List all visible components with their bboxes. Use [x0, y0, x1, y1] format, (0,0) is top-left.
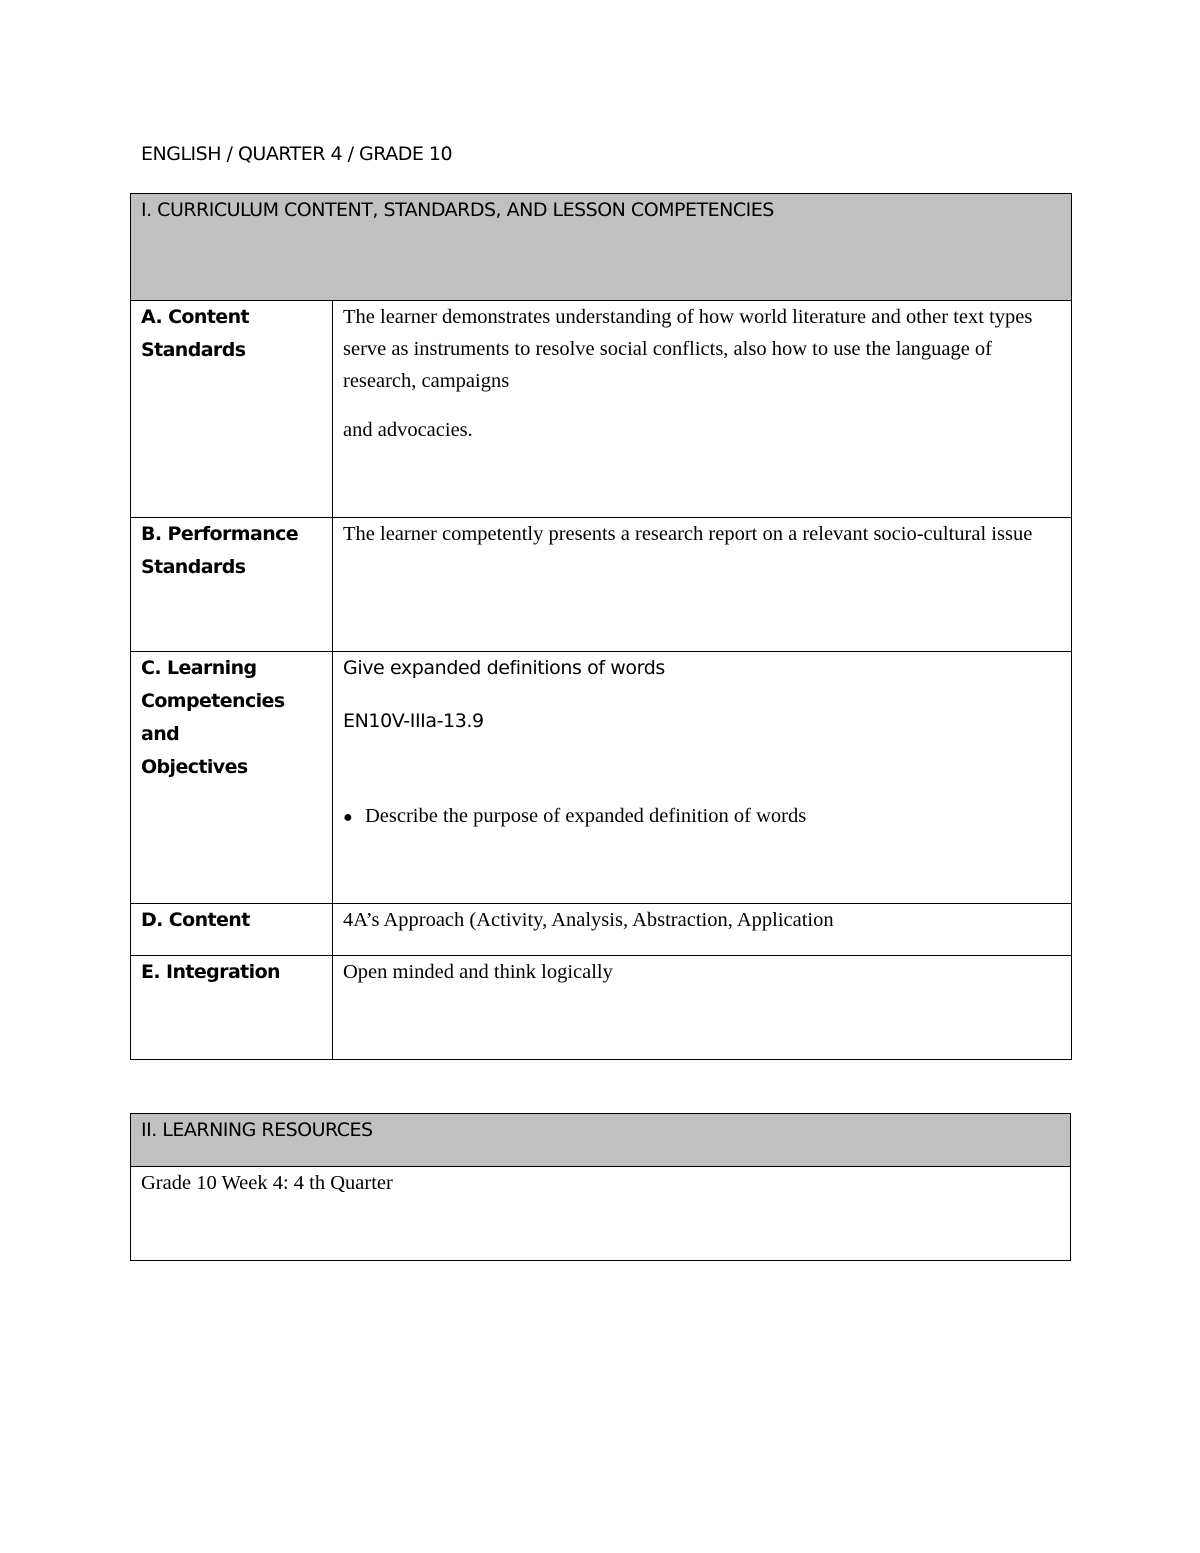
section-1-heading: I. CURRICULUM CONTENT, STANDARDS, AND LESSON COMPETENCIES	[141, 199, 774, 221]
performance-standards-row	[131, 518, 1072, 652]
content-standards-value-cell	[333, 301, 1072, 518]
performance-standards-value-cell	[333, 518, 1072, 652]
content-standards-label-line1: A. Content	[141, 306, 249, 328]
content-label-cell	[131, 904, 333, 956]
section-1-header-row	[131, 194, 1072, 301]
section-2-header-cell	[131, 1114, 1071, 1167]
competency-text: Give expanded definitions of words	[343, 657, 665, 679]
content-text: 4A’s Approach (Activity, Analysis, Abstraction, Application	[343, 909, 834, 931]
learning-resources-value-cell	[131, 1167, 1071, 1261]
learning-resources-table	[130, 1113, 1071, 1261]
learning-competencies-label-line1: C. Learning	[141, 657, 257, 679]
section-2-heading: II. LEARNING RESOURCES	[141, 1119, 373, 1141]
content-standards-text: The learner demonstrates understanding of how world literature and other text types serve as instruments to resolve social conflicts, also how to use the language of research, campaigns	[343, 306, 1033, 392]
curriculum-table	[130, 193, 1072, 1060]
content-row	[131, 904, 1072, 956]
content-value-cell	[333, 904, 1072, 956]
learning-competencies-value-cell	[333, 652, 1072, 904]
competency-code: EN10V-IIIa-13.9	[343, 710, 484, 732]
learning-competencies-label-line2: Competencies and	[141, 690, 285, 745]
learning-competencies-label-cell	[131, 652, 333, 904]
learning-competencies-label-line3: Objectives	[141, 756, 248, 778]
performance-standards-label-line1: B. Performance	[141, 523, 299, 545]
integration-row	[131, 956, 1072, 1060]
section-2-header-row	[131, 1114, 1071, 1167]
integration-value-cell	[333, 956, 1072, 1060]
section-1-header-cell	[131, 194, 1072, 301]
integration-text: Open minded and think logically	[343, 961, 613, 983]
performance-standards-label-cell	[131, 518, 333, 652]
content-standards-row	[131, 301, 1072, 518]
performance-standards-text: The learner competently presents a research report on a relevant socio-cultural issue	[343, 523, 1033, 545]
document-title: ENGLISH / QUARTER 4 / GRADE 10	[141, 143, 453, 165]
learning-competencies-row	[131, 652, 1072, 904]
content-standards-text-continued: and advocacies.	[343, 419, 473, 441]
performance-standards-label-line2: Standards	[141, 556, 246, 578]
integration-label: E. Integration	[141, 961, 280, 983]
content-label: D. Content	[141, 909, 250, 931]
content-standards-label-cell	[131, 301, 333, 518]
objective-list-item	[333, 800, 1071, 834]
content-standards-label-line2: Standards	[141, 339, 246, 361]
bullet-icon: ●	[343, 809, 353, 826]
learning-resources-text: Grade 10 Week 4: 4 th Quarter	[141, 1172, 393, 1194]
learning-resources-row	[131, 1167, 1071, 1261]
integration-label-cell	[131, 956, 333, 1060]
objective-text: Describe the purpose of expanded definition of words	[365, 805, 807, 827]
